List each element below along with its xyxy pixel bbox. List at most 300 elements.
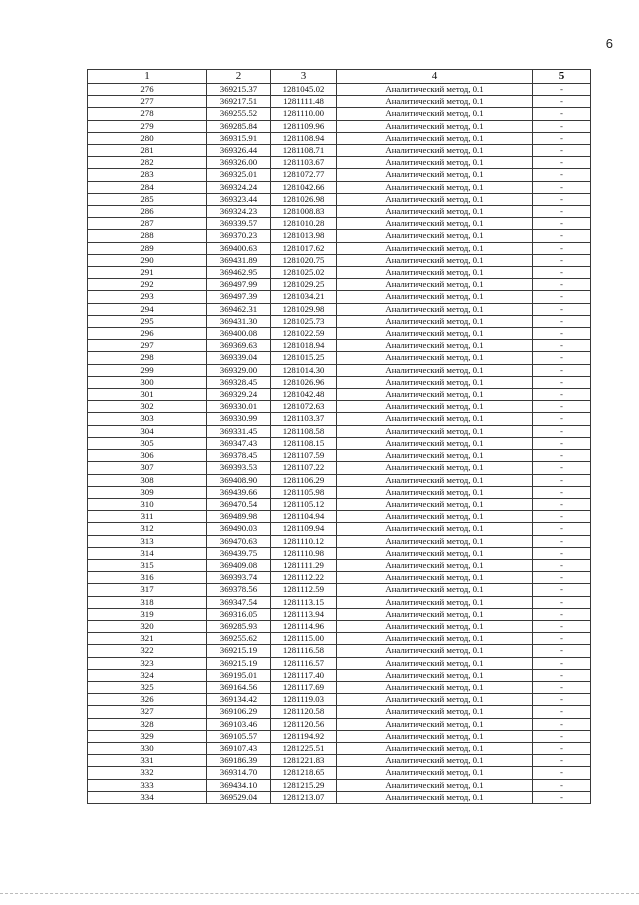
point-number-cell: 317 (88, 584, 207, 596)
table-row (88, 669, 591, 681)
y-coordinate-cell: 1281113.15 (271, 596, 337, 608)
note-cell: - (533, 206, 591, 218)
page-number: 6 (605, 36, 613, 51)
point-number-cell: 332 (88, 767, 207, 779)
method-cell: Аналитический метод, 0.1 (337, 730, 533, 742)
x-coordinate-cell: 369186.39 (207, 755, 271, 767)
table-row (88, 742, 591, 754)
point-number-cell: 301 (88, 389, 207, 401)
point-number-cell: 302 (88, 401, 207, 413)
method-cell: Аналитический метод, 0.1 (337, 584, 533, 596)
method-cell: Аналитический метод, 0.1 (337, 645, 533, 657)
note-cell: - (533, 169, 591, 181)
y-coordinate-cell: 1281110.12 (271, 535, 337, 547)
x-coordinate-cell: 369107.43 (207, 742, 271, 754)
note-cell: - (533, 218, 591, 230)
table-row (88, 315, 591, 327)
method-cell: Аналитический метод, 0.1 (337, 157, 533, 169)
y-coordinate-cell: 1281008.83 (271, 206, 337, 218)
x-coordinate-cell: 369400.63 (207, 242, 271, 254)
x-coordinate-cell: 369285.93 (207, 620, 271, 632)
table-body (88, 84, 591, 804)
note-cell: - (533, 706, 591, 718)
y-coordinate-cell: 1281042.48 (271, 389, 337, 401)
x-coordinate-cell: 369103.46 (207, 718, 271, 730)
table-row (88, 633, 591, 645)
y-coordinate-cell: 1281213.07 (271, 791, 337, 803)
x-coordinate-cell: 369529.04 (207, 791, 271, 803)
point-number-cell: 282 (88, 157, 207, 169)
point-number-cell: 278 (88, 108, 207, 120)
method-cell: Аналитический метод, 0.1 (337, 413, 533, 425)
point-number-cell: 288 (88, 230, 207, 242)
note-cell: - (533, 547, 591, 559)
note-cell: - (533, 572, 591, 584)
x-coordinate-cell: 369285.84 (207, 120, 271, 132)
point-number-cell: 334 (88, 791, 207, 803)
table-row (88, 755, 591, 767)
y-coordinate-cell: 1281104.94 (271, 511, 337, 523)
point-number-cell: 294 (88, 303, 207, 315)
y-coordinate-cell: 1281221.83 (271, 755, 337, 767)
note-cell: - (533, 120, 591, 132)
note-cell: - (533, 742, 591, 754)
method-cell: Аналитический метод, 0.1 (337, 523, 533, 535)
method-cell: Аналитический метод, 0.1 (337, 315, 533, 327)
table-row (88, 620, 591, 632)
y-coordinate-cell: 1281111.48 (271, 96, 337, 108)
table-row (88, 364, 591, 376)
note-cell: - (533, 145, 591, 157)
point-number-cell: 322 (88, 645, 207, 657)
x-coordinate-cell: 369329.24 (207, 389, 271, 401)
table-row (88, 694, 591, 706)
x-coordinate-cell: 369339.57 (207, 218, 271, 230)
table-row (88, 84, 591, 96)
column-header-3: 3 (271, 70, 337, 84)
y-coordinate-cell: 1281029.98 (271, 303, 337, 315)
note-cell: - (533, 608, 591, 620)
point-number-cell: 281 (88, 145, 207, 157)
x-coordinate-cell: 369255.62 (207, 633, 271, 645)
method-cell: Аналитический метод, 0.1 (337, 718, 533, 730)
x-coordinate-cell: 369255.52 (207, 108, 271, 120)
y-coordinate-cell: 1281018.94 (271, 340, 337, 352)
x-coordinate-cell: 369470.63 (207, 535, 271, 547)
table-row (88, 267, 591, 279)
note-cell: - (533, 620, 591, 632)
table-row (88, 547, 591, 559)
table-row (88, 462, 591, 474)
point-number-cell: 304 (88, 425, 207, 437)
y-coordinate-cell: 1281013.98 (271, 230, 337, 242)
y-coordinate-cell: 1281015.25 (271, 352, 337, 364)
point-number-cell: 307 (88, 462, 207, 474)
note-cell: - (533, 755, 591, 767)
note-cell: - (533, 242, 591, 254)
table-header (88, 70, 591, 84)
x-coordinate-cell: 369326.44 (207, 145, 271, 157)
method-cell: Аналитический метод, 0.1 (337, 230, 533, 242)
note-cell: - (533, 596, 591, 608)
table-row (88, 242, 591, 254)
note-cell: - (533, 767, 591, 779)
table-row (88, 132, 591, 144)
x-coordinate-cell: 369434.10 (207, 779, 271, 791)
y-coordinate-cell: 1281109.96 (271, 120, 337, 132)
method-cell: Аналитический метод, 0.1 (337, 596, 533, 608)
y-coordinate-cell: 1281020.75 (271, 254, 337, 266)
point-number-cell: 299 (88, 364, 207, 376)
point-number-cell: 325 (88, 681, 207, 693)
y-coordinate-cell: 1281117.69 (271, 681, 337, 693)
note-cell: - (533, 645, 591, 657)
point-number-cell: 326 (88, 694, 207, 706)
point-number-cell: 329 (88, 730, 207, 742)
point-number-cell: 283 (88, 169, 207, 181)
y-coordinate-cell: 1281225.51 (271, 742, 337, 754)
y-coordinate-cell: 1281117.40 (271, 669, 337, 681)
y-coordinate-cell: 1281114.96 (271, 620, 337, 632)
method-cell: Аналитический метод, 0.1 (337, 145, 533, 157)
y-coordinate-cell: 1281194.92 (271, 730, 337, 742)
header-row (88, 70, 591, 84)
note-cell: - (533, 303, 591, 315)
note-cell: - (533, 315, 591, 327)
point-number-cell: 298 (88, 352, 207, 364)
x-coordinate-cell: 369431.30 (207, 315, 271, 327)
table-row (88, 169, 591, 181)
point-number-cell: 321 (88, 633, 207, 645)
method-cell: Аналитический метод, 0.1 (337, 755, 533, 767)
note-cell: - (533, 84, 591, 96)
table-row (88, 645, 591, 657)
table-row (88, 425, 591, 437)
x-coordinate-cell: 369439.75 (207, 547, 271, 559)
note-cell: - (533, 730, 591, 742)
method-cell: Аналитический метод, 0.1 (337, 706, 533, 718)
point-number-cell: 280 (88, 132, 207, 144)
point-number-cell: 284 (88, 181, 207, 193)
method-cell: Аналитический метод, 0.1 (337, 669, 533, 681)
y-coordinate-cell: 1281026.96 (271, 376, 337, 388)
y-coordinate-cell: 1281072.63 (271, 401, 337, 413)
x-coordinate-cell: 369329.00 (207, 364, 271, 376)
point-number-cell: 324 (88, 669, 207, 681)
note-cell: - (533, 498, 591, 510)
note-cell: - (533, 193, 591, 205)
point-number-cell: 330 (88, 742, 207, 754)
note-cell: - (533, 694, 591, 706)
point-number-cell: 311 (88, 511, 207, 523)
x-coordinate-cell: 369330.99 (207, 413, 271, 425)
method-cell: Аналитический метод, 0.1 (337, 535, 533, 547)
method-cell: Аналитический метод, 0.1 (337, 559, 533, 571)
column-header-4: 4 (337, 70, 533, 84)
x-coordinate-cell: 369409.08 (207, 559, 271, 571)
table-row (88, 608, 591, 620)
method-cell: Аналитический метод, 0.1 (337, 694, 533, 706)
note-cell: - (533, 633, 591, 645)
y-coordinate-cell: 1281105.12 (271, 498, 337, 510)
y-coordinate-cell: 1281034.21 (271, 291, 337, 303)
method-cell: Аналитический метод, 0.1 (337, 328, 533, 340)
table-row (88, 791, 591, 803)
method-cell: Аналитический метод, 0.1 (337, 511, 533, 523)
point-number-cell: 300 (88, 376, 207, 388)
table-row (88, 218, 591, 230)
table-row (88, 535, 591, 547)
point-number-cell: 315 (88, 559, 207, 571)
method-cell: Аналитический метод, 0.1 (337, 169, 533, 181)
x-coordinate-cell: 369324.24 (207, 181, 271, 193)
note-cell: - (533, 486, 591, 498)
table-row (88, 389, 591, 401)
method-cell: Аналитический метод, 0.1 (337, 340, 533, 352)
table-row (88, 474, 591, 486)
x-coordinate-cell: 369497.99 (207, 279, 271, 291)
method-cell: Аналитический метод, 0.1 (337, 242, 533, 254)
x-coordinate-cell: 369470.54 (207, 498, 271, 510)
x-coordinate-cell: 369339.04 (207, 352, 271, 364)
note-cell: - (533, 535, 591, 547)
x-coordinate-cell: 369378.45 (207, 450, 271, 462)
y-coordinate-cell: 1281106.29 (271, 474, 337, 486)
point-number-cell: 285 (88, 193, 207, 205)
note-cell: - (533, 413, 591, 425)
note-cell: - (533, 791, 591, 803)
y-coordinate-cell: 1281111.29 (271, 559, 337, 571)
y-coordinate-cell: 1281025.02 (271, 267, 337, 279)
table-row (88, 401, 591, 413)
point-number-cell: 320 (88, 620, 207, 632)
method-cell: Аналитический метод, 0.1 (337, 779, 533, 791)
table-row (88, 437, 591, 449)
note-cell: - (533, 230, 591, 242)
method-cell: Аналитический метод, 0.1 (337, 633, 533, 645)
point-number-cell: 291 (88, 267, 207, 279)
point-number-cell: 323 (88, 657, 207, 669)
method-cell: Аналитический метод, 0.1 (337, 474, 533, 486)
point-number-cell: 319 (88, 608, 207, 620)
method-cell: Аналитический метод, 0.1 (337, 547, 533, 559)
note-cell: - (533, 267, 591, 279)
table-row (88, 279, 591, 291)
x-coordinate-cell: 369347.54 (207, 596, 271, 608)
method-cell: Аналитический метод, 0.1 (337, 608, 533, 620)
note-cell: - (533, 291, 591, 303)
table-row (88, 230, 591, 242)
y-coordinate-cell: 1281029.25 (271, 279, 337, 291)
point-number-cell: 279 (88, 120, 207, 132)
table-row (88, 559, 591, 571)
column-header-2: 2 (207, 70, 271, 84)
method-cell: Аналитический метод, 0.1 (337, 450, 533, 462)
point-number-cell: 292 (88, 279, 207, 291)
x-coordinate-cell: 369134.42 (207, 694, 271, 706)
table-row (88, 681, 591, 693)
note-cell: - (533, 376, 591, 388)
y-coordinate-cell: 1281072.77 (271, 169, 337, 181)
method-cell: Аналитический метод, 0.1 (337, 206, 533, 218)
x-coordinate-cell: 369323.44 (207, 193, 271, 205)
method-cell: Аналитический метод, 0.1 (337, 303, 533, 315)
method-cell: Аналитический метод, 0.1 (337, 108, 533, 120)
method-cell: Аналитический метод, 0.1 (337, 498, 533, 510)
coordinates-table (87, 69, 591, 804)
method-cell: Аналитический метод, 0.1 (337, 364, 533, 376)
method-cell: Аналитический метод, 0.1 (337, 401, 533, 413)
table-row (88, 108, 591, 120)
x-coordinate-cell: 369489.98 (207, 511, 271, 523)
x-coordinate-cell: 369215.19 (207, 645, 271, 657)
table-row (88, 340, 591, 352)
note-cell: - (533, 364, 591, 376)
x-coordinate-cell: 369326.00 (207, 157, 271, 169)
method-cell: Аналитический метод, 0.1 (337, 84, 533, 96)
method-cell: Аналитический метод, 0.1 (337, 767, 533, 779)
table-row (88, 706, 591, 718)
y-coordinate-cell: 1281110.00 (271, 108, 337, 120)
x-coordinate-cell: 369164.56 (207, 681, 271, 693)
point-number-cell: 309 (88, 486, 207, 498)
x-coordinate-cell: 369316.05 (207, 608, 271, 620)
y-coordinate-cell: 1281105.98 (271, 486, 337, 498)
x-coordinate-cell: 369393.53 (207, 462, 271, 474)
table-row (88, 767, 591, 779)
y-coordinate-cell: 1281108.71 (271, 145, 337, 157)
point-number-cell: 316 (88, 572, 207, 584)
y-coordinate-cell: 1281108.15 (271, 437, 337, 449)
point-number-cell: 310 (88, 498, 207, 510)
y-coordinate-cell: 1281010.28 (271, 218, 337, 230)
column-header-5: 5 (533, 70, 591, 84)
x-coordinate-cell: 369217.51 (207, 96, 271, 108)
table-row (88, 486, 591, 498)
x-coordinate-cell: 369331.45 (207, 425, 271, 437)
point-number-cell: 308 (88, 474, 207, 486)
note-cell: - (533, 254, 591, 266)
y-coordinate-cell: 1281116.57 (271, 657, 337, 669)
x-coordinate-cell: 369324.23 (207, 206, 271, 218)
note-cell: - (533, 584, 591, 596)
y-coordinate-cell: 1281026.98 (271, 193, 337, 205)
x-coordinate-cell: 369106.29 (207, 706, 271, 718)
method-cell: Аналитический метод, 0.1 (337, 120, 533, 132)
point-number-cell: 276 (88, 84, 207, 96)
x-coordinate-cell: 369378.56 (207, 584, 271, 596)
point-number-cell: 277 (88, 96, 207, 108)
table-row (88, 303, 591, 315)
point-number-cell: 303 (88, 413, 207, 425)
table-row (88, 413, 591, 425)
method-cell: Аналитический метод, 0.1 (337, 657, 533, 669)
x-coordinate-cell: 369105.57 (207, 730, 271, 742)
y-coordinate-cell: 1281017.62 (271, 242, 337, 254)
table-row (88, 157, 591, 169)
method-cell: Аналитический метод, 0.1 (337, 267, 533, 279)
x-coordinate-cell: 369328.45 (207, 376, 271, 388)
point-number-cell: 295 (88, 315, 207, 327)
x-coordinate-cell: 369215.19 (207, 657, 271, 669)
method-cell: Аналитический метод, 0.1 (337, 254, 533, 266)
y-coordinate-cell: 1281022.59 (271, 328, 337, 340)
method-cell: Аналитический метод, 0.1 (337, 681, 533, 693)
x-coordinate-cell: 369462.31 (207, 303, 271, 315)
method-cell: Аналитический метод, 0.1 (337, 486, 533, 498)
note-cell: - (533, 559, 591, 571)
point-number-cell: 328 (88, 718, 207, 730)
y-coordinate-cell: 1281112.59 (271, 584, 337, 596)
note-cell: - (533, 450, 591, 462)
x-coordinate-cell: 369408.90 (207, 474, 271, 486)
note-cell: - (533, 401, 591, 413)
x-coordinate-cell: 369347.43 (207, 437, 271, 449)
point-number-cell: 290 (88, 254, 207, 266)
method-cell: Аналитический метод, 0.1 (337, 279, 533, 291)
table-row (88, 498, 591, 510)
table-row (88, 584, 591, 596)
point-number-cell: 293 (88, 291, 207, 303)
note-cell: - (533, 462, 591, 474)
table-row (88, 450, 591, 462)
y-coordinate-cell: 1281112.22 (271, 572, 337, 584)
point-number-cell: 318 (88, 596, 207, 608)
x-coordinate-cell: 369314.70 (207, 767, 271, 779)
method-cell: Аналитический метод, 0.1 (337, 742, 533, 754)
note-cell: - (533, 157, 591, 169)
table-row (88, 523, 591, 535)
method-cell: Аналитический метод, 0.1 (337, 181, 533, 193)
y-coordinate-cell: 1281042.66 (271, 181, 337, 193)
note-cell: - (533, 389, 591, 401)
x-coordinate-cell: 369215.37 (207, 84, 271, 96)
y-coordinate-cell: 1281107.59 (271, 450, 337, 462)
y-coordinate-cell: 1281215.29 (271, 779, 337, 791)
note-cell: - (533, 718, 591, 730)
point-number-cell: 314 (88, 547, 207, 559)
y-coordinate-cell: 1281120.58 (271, 706, 337, 718)
point-number-cell: 297 (88, 340, 207, 352)
x-coordinate-cell: 369462.95 (207, 267, 271, 279)
y-coordinate-cell: 1281107.22 (271, 462, 337, 474)
y-coordinate-cell: 1281120.56 (271, 718, 337, 730)
note-cell: - (533, 657, 591, 669)
note-cell: - (533, 511, 591, 523)
note-cell: - (533, 340, 591, 352)
x-coordinate-cell: 369497.39 (207, 291, 271, 303)
table-row (88, 730, 591, 742)
note-cell: - (533, 132, 591, 144)
point-number-cell: 331 (88, 755, 207, 767)
table-row (88, 145, 591, 157)
method-cell: Аналитический метод, 0.1 (337, 96, 533, 108)
note-cell: - (533, 96, 591, 108)
point-number-cell: 289 (88, 242, 207, 254)
y-coordinate-cell: 1281045.02 (271, 84, 337, 96)
table-row (88, 596, 591, 608)
x-coordinate-cell: 369330.01 (207, 401, 271, 413)
method-cell: Аналитический метод, 0.1 (337, 376, 533, 388)
note-cell: - (533, 425, 591, 437)
method-cell: Аналитический метод, 0.1 (337, 291, 533, 303)
method-cell: Аналитический метод, 0.1 (337, 572, 533, 584)
method-cell: Аналитический метод, 0.1 (337, 352, 533, 364)
y-coordinate-cell: 1281218.65 (271, 767, 337, 779)
point-number-cell: 327 (88, 706, 207, 718)
y-coordinate-cell: 1281119.03 (271, 694, 337, 706)
x-coordinate-cell: 369325.01 (207, 169, 271, 181)
